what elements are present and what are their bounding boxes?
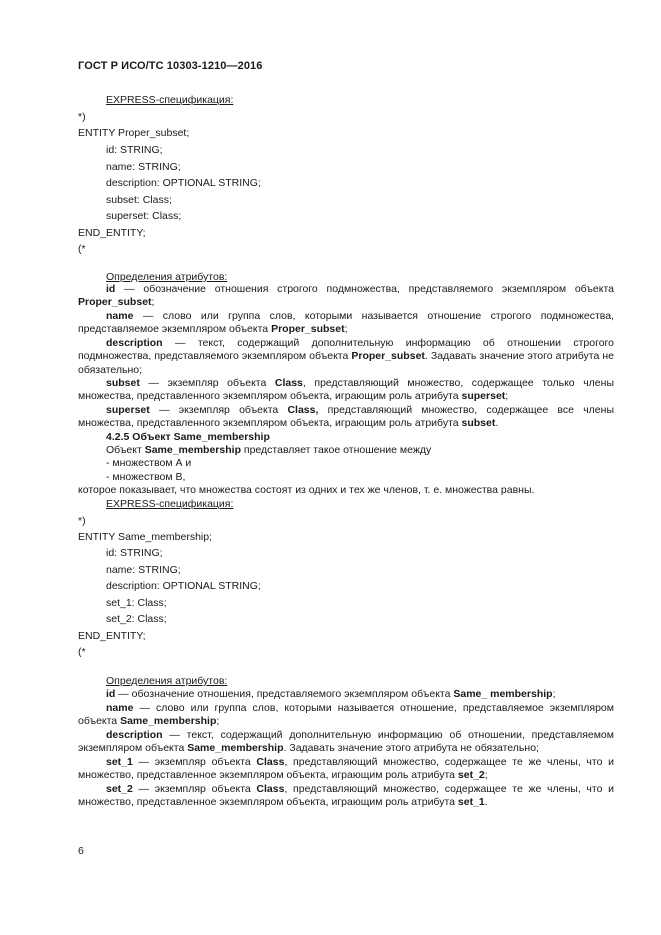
list-item: - множеством А и: [106, 457, 192, 469]
entity-end: END_ENTITY;: [78, 630, 146, 642]
attribute-line: description: OPTIONAL STRING;: [106, 177, 261, 189]
attribute-line: id: STRING;: [106, 547, 163, 559]
express-close: (*: [78, 243, 86, 255]
entity-declaration: ENTITY Proper_subset;: [78, 127, 190, 139]
attribute-line: description: OPTIONAL STRING;: [106, 580, 261, 592]
page-number: 6: [78, 845, 84, 857]
definition-set-1: set_1 — экземпляр объекта Class, представляющий множество, содержащее те же члены, что и множество, представленное экземпляром объекта, играющим роль атрибута set_2;: [78, 756, 614, 782]
attribute-line: id: STRING;: [106, 144, 163, 156]
definitions-label: Определения атрибутов:: [106, 271, 228, 283]
express-close: (*: [78, 646, 86, 658]
list-item: - множеством В,: [106, 471, 186, 483]
definition-id: id — обозначение отношения строгого подмножества, представляемого экземпляром объекта Proper_subset;: [78, 283, 614, 309]
express-label: EXPRESS-спецификация:: [106, 94, 234, 106]
definition-description: description — текст, содержащий дополнительную информацию об отношении строгого подмножества, представляемого экземпляром объекта Proper_subset. Задавать значение этого атрибута не обязательно;: [78, 337, 614, 376]
definition-superset: superset — экземпляр объекта Class, представляющий множество, содержащее все члены множества, представленного экземпляром объекта, играющим роль атрибута subset.: [78, 404, 614, 430]
express-open: *): [78, 111, 86, 123]
section-heading: 4.2.5 Объект Same_membership: [106, 431, 270, 443]
express-open: *): [78, 515, 86, 527]
express-label: EXPRESS-спецификация:: [106, 498, 234, 510]
section-intro: Объект Same_membership представляет такое отношение между: [106, 444, 432, 456]
attribute-line: set_2: Class;: [106, 613, 167, 625]
definition-id: id — обозначение отношения, представляемого экземпляром объекта Same_ membership;: [106, 688, 556, 700]
attribute-line: name: STRING;: [106, 564, 181, 576]
definition-set-2: set_2 — экземпляр объекта Class, представляющий множество, содержащее те же члены, что и множество, представленное экземпляром объекта, играющим роль атрибута set_1.: [78, 783, 614, 809]
attribute-line: subset: Class;: [106, 194, 172, 206]
entity-end: END_ENTITY;: [78, 227, 146, 239]
definition-name: name — слово или группа слов, которыми называется отношение, представляемое экземпляром объекта Same_membership;: [78, 702, 614, 728]
attribute-line: name: STRING;: [106, 161, 181, 173]
definitions-label: Определения атрибутов:: [106, 675, 228, 687]
attribute-line: superset: Class;: [106, 210, 182, 222]
entity-declaration: ENTITY Same_membership;: [78, 531, 213, 543]
attribute-line: set_1: Class;: [106, 597, 167, 609]
definition-description: description — текст, содержащий дополнительную информацию об отношении, представляемом экземпляром объекта Same_membership. Задавать значение этого атрибута не обязательно;: [78, 729, 614, 755]
definition-name: name — слово или группа слов, которыми называется отношение строгого подмножества, представляемое экземпляром объекта Proper_subset;: [78, 310, 614, 336]
definition-subset: subset — экземпляр объекта Class, представляющий множество, содержащее только члены множества, представленного экземпляром объекта, играющим роль атрибута superset;: [78, 377, 614, 403]
document-header: ГОСТ Р ИСО/ТС 10303-1210—2016: [78, 60, 263, 72]
section-conclusion: которое показывает, что множества состоят из одних и тех же членов, т. е. множества равны.: [78, 484, 535, 496]
